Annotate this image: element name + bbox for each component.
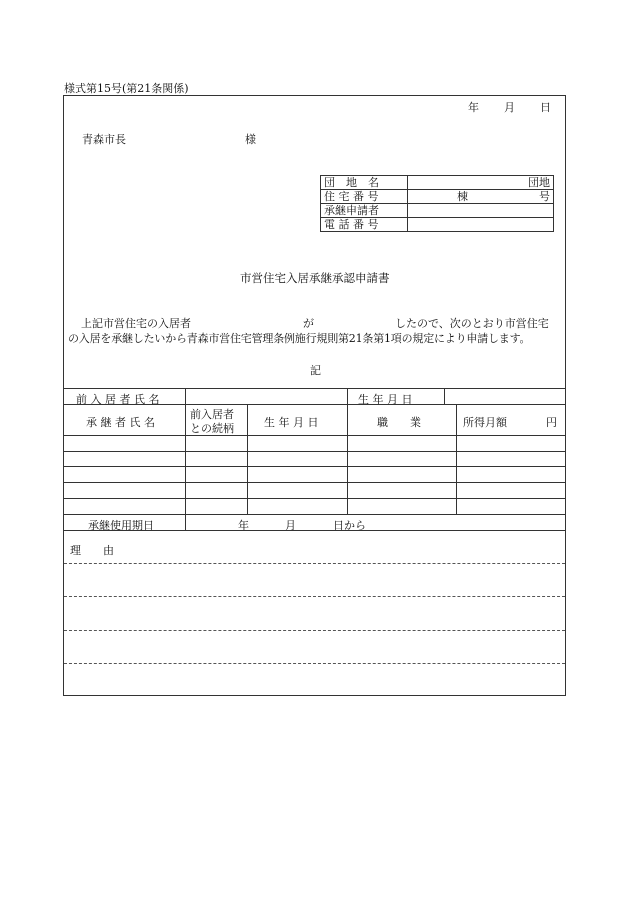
divider: [185, 514, 186, 530]
danchi-suffix: 団地: [528, 176, 550, 189]
applicant-row: [321, 176, 554, 190]
divider: [64, 451, 565, 452]
phone-field[interactable]: [408, 218, 554, 232]
applicant-row: [321, 190, 554, 204]
previous-resident-label: 前 入 居 者 氏 名: [76, 393, 160, 406]
applicant-row: [321, 218, 554, 232]
form-number: 様式第15号(第21条関係): [64, 82, 189, 95]
divider: [64, 466, 565, 467]
date-day: 日: [540, 101, 551, 114]
period-label: 承継使用期日: [88, 519, 154, 532]
application-form: [63, 95, 566, 696]
house-number-label: 住 宅 番 号: [321, 190, 408, 204]
reason-label: 理 由: [70, 544, 114, 557]
yen-unit: 円: [546, 416, 557, 429]
applicant-row: [321, 204, 554, 218]
reason-line[interactable]: [64, 596, 565, 597]
relation-header-1: 前入居者: [190, 408, 234, 421]
divider: [64, 388, 565, 389]
divider: [185, 388, 186, 404]
document-title: 市営住宅入居承継承認申請書: [240, 271, 390, 285]
ki-label: 記: [310, 364, 321, 377]
danchi-label: 団 地 名: [321, 176, 408, 190]
applicant-field[interactable]: [408, 204, 554, 218]
divider: [347, 404, 348, 514]
occupation-header: 職 業: [377, 416, 421, 429]
period-day: 日から: [333, 519, 366, 532]
period-year: 年: [238, 519, 249, 532]
body-line1-a: 上記市営住宅の入居者: [81, 317, 191, 330]
building-unit: 棟: [457, 190, 468, 203]
divider: [456, 404, 457, 514]
divider: [185, 404, 186, 514]
relation-header-2: との続柄: [190, 422, 234, 435]
phone-label: 電 話 番 号: [321, 218, 408, 232]
applicant-label: 承継申請者: [321, 204, 408, 218]
reason-line[interactable]: [64, 630, 565, 631]
body-line1-c: したので、次のとおり市営住宅: [395, 317, 549, 330]
divider: [347, 388, 348, 404]
date-year: 年: [468, 101, 479, 114]
divider: [64, 435, 565, 436]
mayor-label: 青森市長: [82, 133, 126, 146]
number-unit: 号: [539, 190, 550, 203]
previous-birth-label: 生 年 月 日: [358, 393, 413, 406]
divider: [64, 530, 565, 531]
divider: [247, 404, 248, 514]
successor-name-header: 承 継 者 氏 名: [86, 416, 155, 429]
period-month: 月: [285, 519, 296, 532]
honorific: 様: [245, 133, 256, 146]
birth-header: 生 年 月 日: [264, 416, 319, 429]
divider: [64, 482, 565, 483]
divider: [64, 404, 565, 405]
divider: [64, 498, 565, 499]
body-line2: の入居を承継したいから青森市営住宅管理条例施行規則第21条第1項の規定により申請します。: [68, 332, 531, 345]
divider: [64, 514, 565, 515]
applicant-info-table: [320, 175, 554, 232]
reason-line[interactable]: [64, 663, 565, 664]
income-header: 所得月額: [463, 416, 507, 429]
divider: [444, 388, 445, 404]
date-month: 月: [504, 101, 515, 114]
house-number-field[interactable]: [408, 190, 554, 204]
body-line1-b: が: [303, 317, 314, 330]
danchi-field[interactable]: [408, 176, 554, 190]
reason-line[interactable]: [64, 563, 565, 564]
